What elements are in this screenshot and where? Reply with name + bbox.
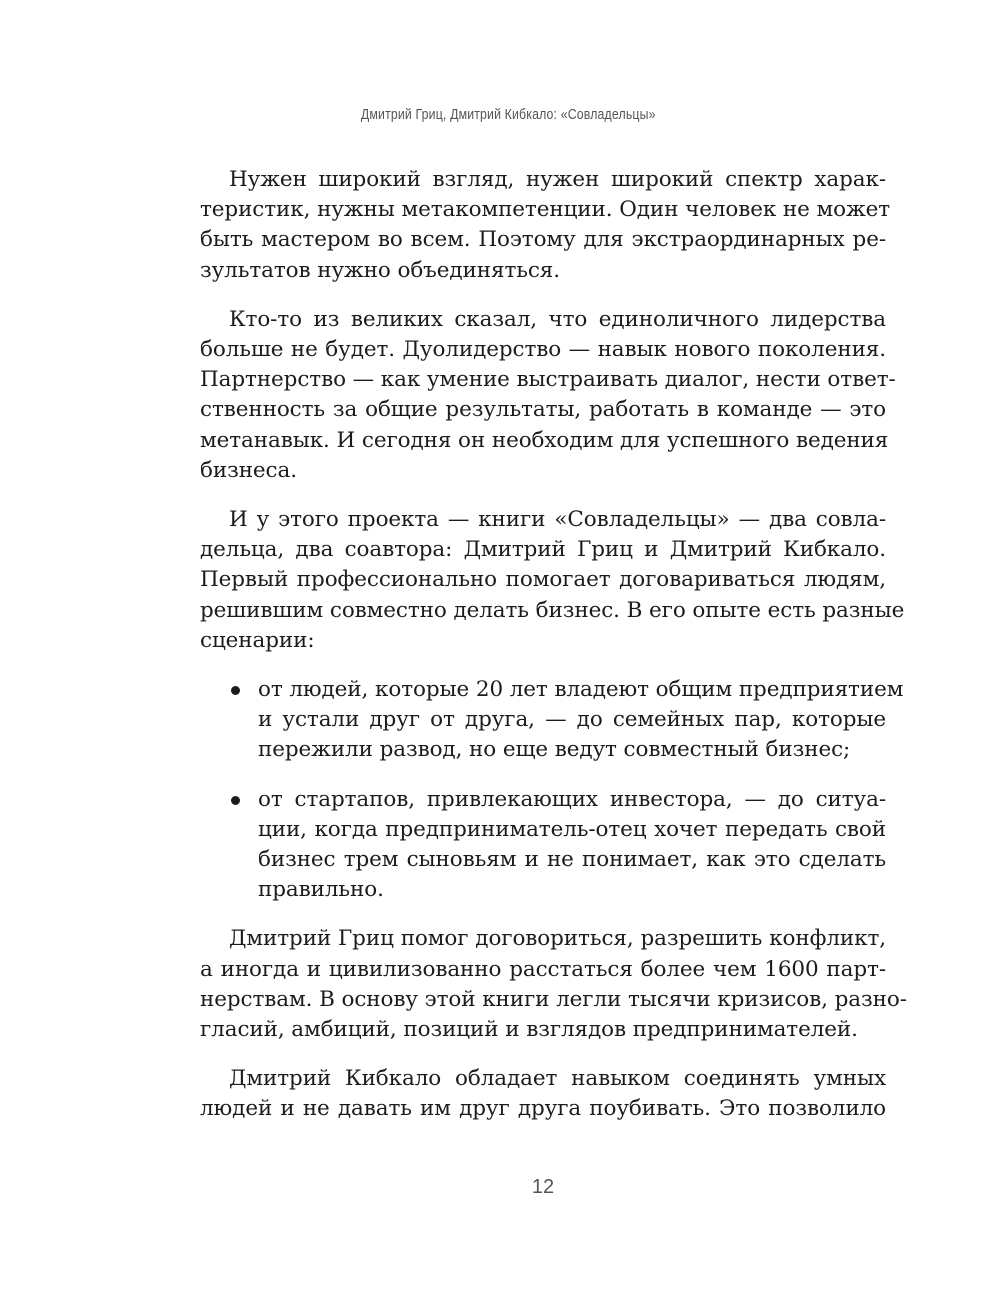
bullet-dot-icon [231, 686, 240, 695]
text-line: ции, когда предприниматель-отец хочет передать свой [258, 816, 886, 842]
text-line: гласий, амбиций, позиций и взглядов предпринимателей. [200, 1017, 858, 1043]
text-line: бизнеса. [200, 457, 297, 483]
text-line: зультатов нужно объединяться. [200, 257, 560, 283]
text-line: И у этого проекта — книги «Совладельцы» — два совла- [229, 507, 886, 533]
text-line: сценарии: [200, 627, 315, 653]
text-line: от стартапов, привлекающих инвестора, — до ситуа- [258, 786, 886, 812]
text-line: Партнерство — как умение выстраивать диалог, нести ответ- [200, 367, 896, 393]
text-line: ственность за общие результаты, работать в команде — это [200, 397, 886, 423]
text-line: нерствам. В основу этой книги легли тысячи кризисов, разно- [200, 986, 907, 1012]
text-line: теристик, нужны метакомпетенции. Один человек не может [200, 197, 891, 223]
paragraph-2 [200, 305, 896, 486]
bullet-dot-icon [231, 796, 240, 805]
text-line: Первый профессионально помогает договариваться людям, [200, 567, 886, 593]
text-line: Кто-то из великих сказал, что единоличного лидерства [229, 306, 886, 332]
text-line: Дмитрий Кибкало обладает навыком соединять умных [229, 1066, 886, 1092]
text-line: правильно. [258, 877, 384, 903]
bullet-item [200, 675, 904, 766]
text-line: метанавык. И сегодня он необходим для успешного ведения [200, 427, 889, 453]
text-line: дельца, два соавтора: Дмитрий Гриц и Дмитрий Кибкало. [200, 537, 886, 563]
paragraph-1 [200, 165, 891, 286]
text-line: быть мастером во всем. Поэтому для экстраординарных ре- [200, 227, 886, 253]
text-line: Дмитрий Гриц помог договориться, разрешить конфликт, [229, 926, 886, 952]
text-line: людей и не давать им друг друга поубивать. Это позволило [200, 1096, 886, 1122]
text-line: пережили развод, но еще ведут совместный бизнес; [258, 737, 851, 763]
body-text [200, 165, 907, 1144]
text-line: а иногда и цивилизованно расстаться более чем 1600 парт- [200, 956, 886, 982]
text-line: больше не будет. Дуолидерство — навык нового поколения. [200, 337, 886, 363]
page-number: 12 [531, 1176, 555, 1198]
paragraph-3 [200, 505, 905, 656]
paragraph-5 [200, 1064, 886, 1124]
text-line: бизнес трем сыновьям и не понимает, как это сделать [258, 847, 886, 873]
paragraph-4 [200, 924, 907, 1045]
bullet-list [200, 675, 904, 905]
text-line: и устали друг от друга, — до семейных пар, которые [258, 707, 886, 733]
running-header: Дмитрий Гриц, Дмитрий Кибкало: «Совладельцы» [360, 106, 656, 123]
text-line: от людей, которые 20 лет владеют общим предприятием [258, 677, 904, 703]
bullet-item [200, 785, 886, 906]
text-line: решившим совместно делать бизнес. В его опыте есть разные [200, 597, 905, 623]
text-line: Нужен широкий взгляд, нужен широкий спектр харак- [229, 167, 886, 192]
